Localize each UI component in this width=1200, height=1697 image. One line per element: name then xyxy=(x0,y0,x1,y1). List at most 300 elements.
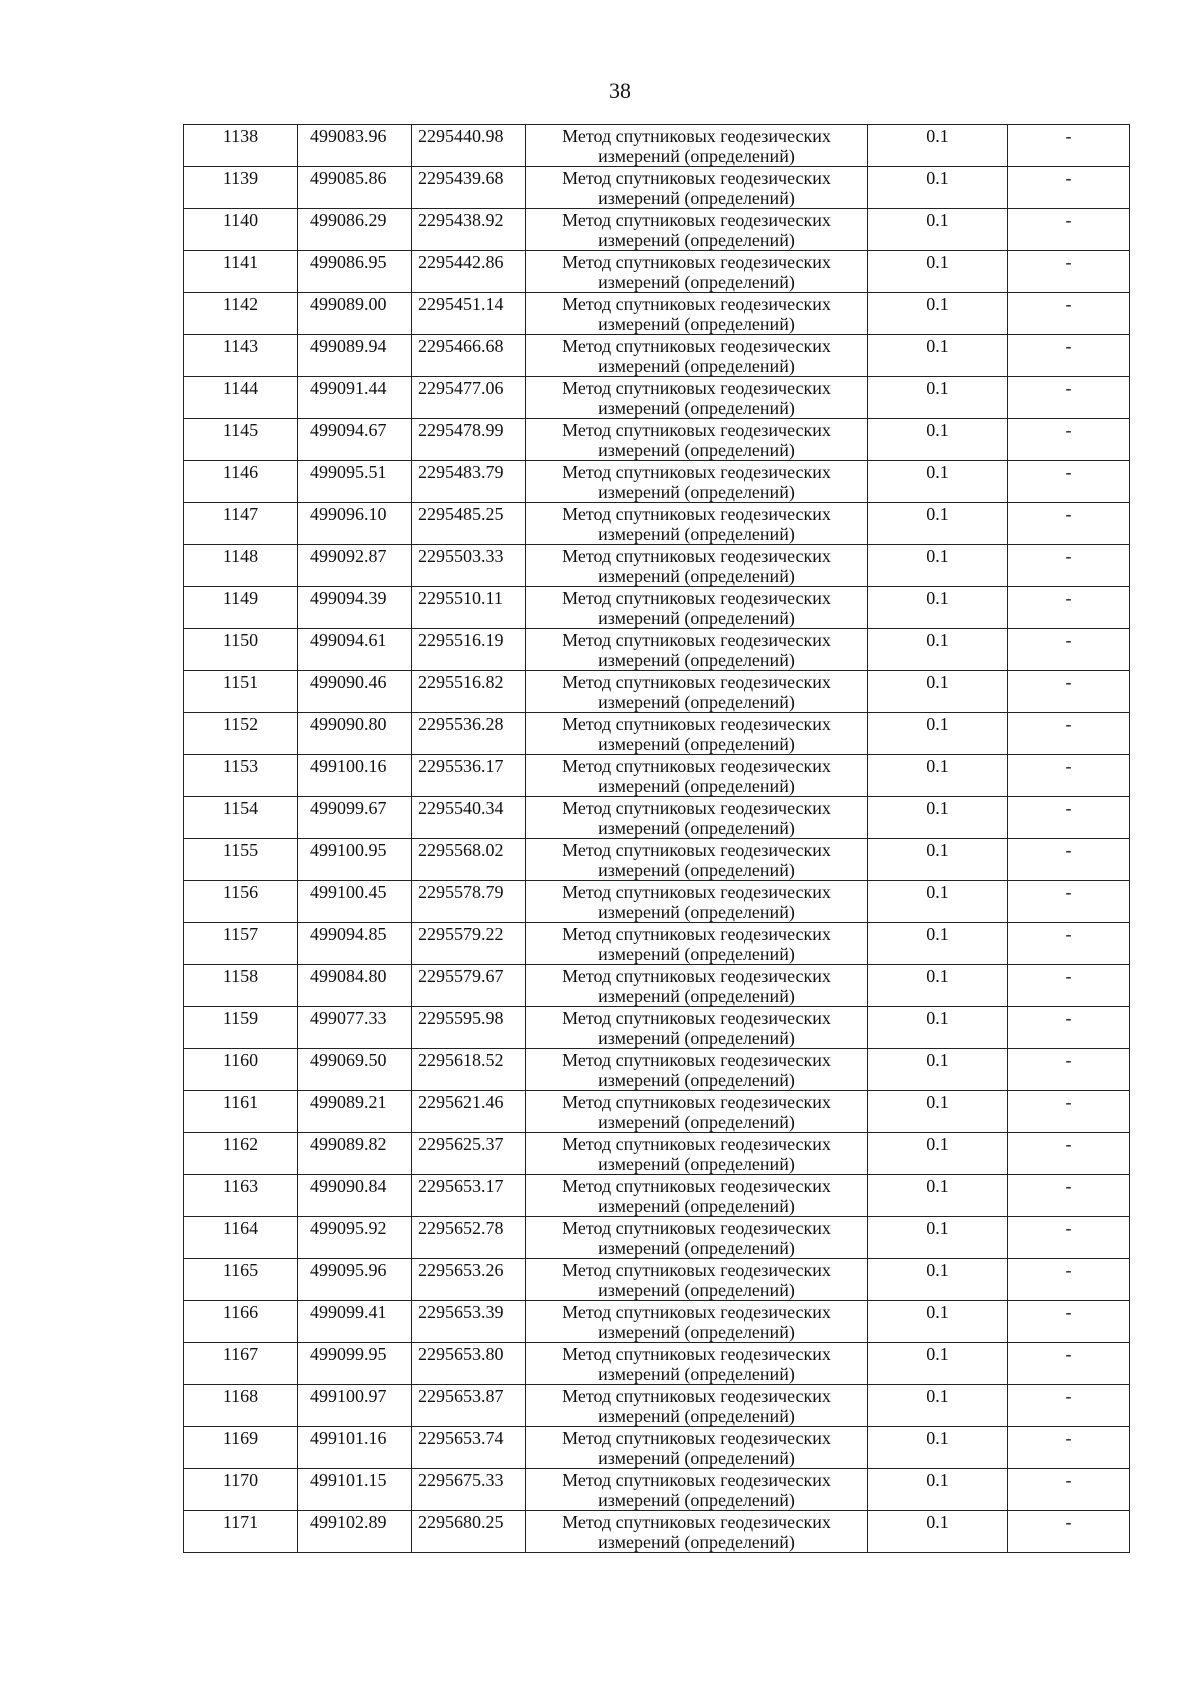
note-cell: - xyxy=(1008,1427,1130,1469)
method-line-1: Метод спутниковых геодезических xyxy=(562,1134,831,1154)
table-row xyxy=(184,209,1130,251)
table-row xyxy=(184,1427,1130,1469)
table-row xyxy=(184,1469,1130,1511)
method-line-2: измерений (определений) xyxy=(598,1322,795,1342)
x-coordinate-cell: 499094.61 xyxy=(298,629,412,671)
method-cell xyxy=(526,629,868,671)
method-line-1: Метод спутниковых геодезических xyxy=(562,924,831,944)
x-coordinate-cell: 499091.44 xyxy=(298,377,412,419)
method-cell xyxy=(526,293,868,335)
point-number-cell: 1168 xyxy=(184,1385,298,1427)
point-number-cell: 1170 xyxy=(184,1469,298,1511)
x-coordinate-cell: 499101.15 xyxy=(298,1469,412,1511)
note-cell: - xyxy=(1008,1343,1130,1385)
point-number-cell: 1147 xyxy=(184,503,298,545)
method-line-2: измерений (определений) xyxy=(598,986,795,1006)
method-line-1: Метод спутниковых геодезических xyxy=(562,1176,831,1196)
method-cell xyxy=(526,1049,868,1091)
method-cell xyxy=(526,755,868,797)
accuracy-cell: 0.1 xyxy=(868,1007,1008,1049)
note-cell: - xyxy=(1008,209,1130,251)
method-line-1: Метод спутниковых геодезических xyxy=(562,336,831,356)
method-line-1: Метод спутниковых геодезических xyxy=(562,1386,831,1406)
x-coordinate-cell: 499100.16 xyxy=(298,755,412,797)
x-coordinate-cell: 499095.51 xyxy=(298,461,412,503)
y-coordinate-cell: 2295483.79 xyxy=(412,461,526,503)
table-row xyxy=(184,1301,1130,1343)
method-line-1: Метод спутниковых геодезических xyxy=(562,840,831,860)
note-cell: - xyxy=(1008,839,1130,881)
y-coordinate-cell: 2295579.67 xyxy=(412,965,526,1007)
method-line-1: Метод спутниковых геодезических xyxy=(562,588,831,608)
x-coordinate-cell: 499090.84 xyxy=(298,1175,412,1217)
method-line-1: Метод спутниковых геодезических xyxy=(562,420,831,440)
accuracy-cell: 0.1 xyxy=(868,671,1008,713)
method-line-2: измерений (определений) xyxy=(598,860,795,880)
table-row xyxy=(184,1511,1130,1553)
accuracy-cell: 0.1 xyxy=(868,545,1008,587)
method-line-2: измерений (определений) xyxy=(598,1112,795,1132)
y-coordinate-cell: 2295653.80 xyxy=(412,1343,526,1385)
x-coordinate-cell: 499095.96 xyxy=(298,1259,412,1301)
method-cell xyxy=(526,1007,868,1049)
x-coordinate-cell: 499101.16 xyxy=(298,1427,412,1469)
method-line-1: Метод спутниковых геодезических xyxy=(562,798,831,818)
table-row xyxy=(184,713,1130,755)
note-cell: - xyxy=(1008,335,1130,377)
method-line-1: Метод спутниковых геодезических xyxy=(562,672,831,692)
method-line-1: Метод спутниковых геодезических xyxy=(562,1260,831,1280)
accuracy-cell: 0.1 xyxy=(868,1301,1008,1343)
method-line-2: измерений (определений) xyxy=(598,1028,795,1048)
accuracy-cell: 0.1 xyxy=(868,1427,1008,1469)
method-cell xyxy=(526,1343,868,1385)
x-coordinate-cell: 499077.33 xyxy=(298,1007,412,1049)
x-coordinate-cell: 499095.92 xyxy=(298,1217,412,1259)
method-line-2: измерений (определений) xyxy=(598,1364,795,1384)
accuracy-cell: 0.1 xyxy=(868,1175,1008,1217)
point-number-cell: 1140 xyxy=(184,209,298,251)
table-row xyxy=(184,755,1130,797)
method-cell xyxy=(526,1133,868,1175)
point-number-cell: 1157 xyxy=(184,923,298,965)
x-coordinate-cell: 499099.41 xyxy=(298,1301,412,1343)
accuracy-cell: 0.1 xyxy=(868,1259,1008,1301)
accuracy-cell: 0.1 xyxy=(868,713,1008,755)
y-coordinate-cell: 2295510.11 xyxy=(412,587,526,629)
y-coordinate-cell: 2295579.22 xyxy=(412,923,526,965)
method-line-2: измерений (определений) xyxy=(598,902,795,922)
point-number-cell: 1169 xyxy=(184,1427,298,1469)
note-cell: - xyxy=(1008,587,1130,629)
method-line-1: Метод спутниковых геодезических xyxy=(562,252,831,272)
method-line-1: Метод спутниковых геодезических xyxy=(562,504,831,524)
accuracy-cell: 0.1 xyxy=(868,923,1008,965)
accuracy-cell: 0.1 xyxy=(868,1049,1008,1091)
method-line-2: измерений (определений) xyxy=(598,776,795,796)
method-line-2: измерений (определений) xyxy=(598,1070,795,1090)
method-line-1: Метод спутниковых геодезических xyxy=(562,882,831,902)
method-line-1: Метод спутниковых геодезических xyxy=(562,378,831,398)
method-line-1: Метод спутниковых геодезических xyxy=(562,756,831,776)
x-coordinate-cell: 499100.45 xyxy=(298,881,412,923)
accuracy-cell: 0.1 xyxy=(868,1133,1008,1175)
y-coordinate-cell: 2295503.33 xyxy=(412,545,526,587)
y-coordinate-cell: 2295536.17 xyxy=(412,755,526,797)
note-cell: - xyxy=(1008,1385,1130,1427)
method-cell xyxy=(526,125,868,167)
method-line-1: Метод спутниковых геодезических xyxy=(562,1302,831,1322)
y-coordinate-cell: 2295440.98 xyxy=(412,125,526,167)
x-coordinate-cell: 499094.85 xyxy=(298,923,412,965)
method-cell xyxy=(526,503,868,545)
method-line-1: Метод спутниковых геодезических xyxy=(562,294,831,314)
y-coordinate-cell: 2295466.68 xyxy=(412,335,526,377)
table-row xyxy=(184,125,1130,167)
table-row xyxy=(184,923,1130,965)
x-coordinate-cell: 499086.95 xyxy=(298,251,412,293)
x-coordinate-cell: 499094.39 xyxy=(298,587,412,629)
note-cell: - xyxy=(1008,671,1130,713)
table-row xyxy=(184,1343,1130,1385)
y-coordinate-cell: 2295568.02 xyxy=(412,839,526,881)
method-cell xyxy=(526,587,868,629)
point-number-cell: 1139 xyxy=(184,167,298,209)
method-cell xyxy=(526,965,868,1007)
table-row xyxy=(184,965,1130,1007)
method-line-2: измерений (определений) xyxy=(598,944,795,964)
method-line-1: Метод спутниковых геодезических xyxy=(562,1218,831,1238)
method-line-1: Метод спутниковых геодезических xyxy=(562,1344,831,1364)
accuracy-cell: 0.1 xyxy=(868,1091,1008,1133)
accuracy-cell: 0.1 xyxy=(868,377,1008,419)
x-coordinate-cell: 499102.89 xyxy=(298,1511,412,1553)
method-line-2: измерений (определений) xyxy=(598,734,795,754)
note-cell: - xyxy=(1008,125,1130,167)
note-cell: - xyxy=(1008,419,1130,461)
x-coordinate-cell: 499096.10 xyxy=(298,503,412,545)
point-number-cell: 1153 xyxy=(184,755,298,797)
note-cell: - xyxy=(1008,251,1130,293)
point-number-cell: 1163 xyxy=(184,1175,298,1217)
method-cell xyxy=(526,797,868,839)
accuracy-cell: 0.1 xyxy=(868,797,1008,839)
note-cell: - xyxy=(1008,629,1130,671)
table-row xyxy=(184,419,1130,461)
method-line-2: измерений (определений) xyxy=(598,818,795,838)
y-coordinate-cell: 2295595.98 xyxy=(412,1007,526,1049)
note-cell: - xyxy=(1008,881,1130,923)
x-coordinate-cell: 499099.67 xyxy=(298,797,412,839)
x-coordinate-cell: 499089.94 xyxy=(298,335,412,377)
method-cell xyxy=(526,881,868,923)
method-cell xyxy=(526,419,868,461)
table-row xyxy=(184,461,1130,503)
method-line-2: измерений (определений) xyxy=(598,1532,795,1552)
method-line-1: Метод спутниковых геодезических xyxy=(562,126,831,146)
method-line-2: измерений (определений) xyxy=(598,314,795,334)
y-coordinate-cell: 2295477.06 xyxy=(412,377,526,419)
method-line-2: измерений (определений) xyxy=(598,692,795,712)
point-number-cell: 1150 xyxy=(184,629,298,671)
table-row xyxy=(184,797,1130,839)
accuracy-cell: 0.1 xyxy=(868,1343,1008,1385)
method-cell xyxy=(526,713,868,755)
method-line-1: Метод спутниковых геодезических xyxy=(562,1008,831,1028)
point-number-cell: 1167 xyxy=(184,1343,298,1385)
table-row xyxy=(184,1259,1130,1301)
y-coordinate-cell: 2295516.19 xyxy=(412,629,526,671)
method-cell xyxy=(526,1511,868,1553)
method-line-1: Метод спутниковых геодезических xyxy=(562,546,831,566)
method-line-2: измерений (определений) xyxy=(598,1196,795,1216)
y-coordinate-cell: 2295653.74 xyxy=(412,1427,526,1469)
x-coordinate-cell: 499083.96 xyxy=(298,125,412,167)
coordinates-table xyxy=(183,124,1130,1553)
point-number-cell: 1155 xyxy=(184,839,298,881)
table-row xyxy=(184,1007,1130,1049)
table-row xyxy=(184,1217,1130,1259)
point-number-cell: 1149 xyxy=(184,587,298,629)
accuracy-cell: 0.1 xyxy=(868,629,1008,671)
method-line-2: измерений (определений) xyxy=(598,356,795,376)
method-cell xyxy=(526,251,868,293)
y-coordinate-cell: 2295438.92 xyxy=(412,209,526,251)
table-row xyxy=(184,335,1130,377)
point-number-cell: 1141 xyxy=(184,251,298,293)
note-cell: - xyxy=(1008,1049,1130,1091)
method-line-1: Метод спутниковых геодезических xyxy=(562,966,831,986)
method-cell xyxy=(526,377,868,419)
method-cell xyxy=(526,461,868,503)
note-cell: - xyxy=(1008,461,1130,503)
accuracy-cell: 0.1 xyxy=(868,965,1008,1007)
coordinates-table-body xyxy=(184,125,1130,1553)
table-row xyxy=(184,1091,1130,1133)
method-cell xyxy=(526,1469,868,1511)
method-line-2: измерений (определений) xyxy=(598,1448,795,1468)
method-line-2: измерений (определений) xyxy=(598,146,795,166)
method-line-2: измерений (определений) xyxy=(598,1280,795,1300)
point-number-cell: 1156 xyxy=(184,881,298,923)
note-cell: - xyxy=(1008,1133,1130,1175)
method-cell xyxy=(526,1427,868,1469)
y-coordinate-cell: 2295451.14 xyxy=(412,293,526,335)
y-coordinate-cell: 2295516.82 xyxy=(412,671,526,713)
x-coordinate-cell: 499100.95 xyxy=(298,839,412,881)
y-coordinate-cell: 2295578.79 xyxy=(412,881,526,923)
point-number-cell: 1154 xyxy=(184,797,298,839)
x-coordinate-cell: 499085.86 xyxy=(298,167,412,209)
accuracy-cell: 0.1 xyxy=(868,461,1008,503)
method-cell xyxy=(526,209,868,251)
page-number: 38 xyxy=(609,78,631,103)
point-number-cell: 1138 xyxy=(184,125,298,167)
method-line-2: измерений (определений) xyxy=(598,1238,795,1258)
method-line-2: измерений (определений) xyxy=(598,272,795,292)
x-coordinate-cell: 499089.82 xyxy=(298,1133,412,1175)
y-coordinate-cell: 2295653.87 xyxy=(412,1385,526,1427)
table-row xyxy=(184,587,1130,629)
y-coordinate-cell: 2295478.99 xyxy=(412,419,526,461)
method-line-1: Метод спутниковых геодезических xyxy=(562,1092,831,1112)
method-cell xyxy=(526,1175,868,1217)
method-line-2: измерений (определений) xyxy=(598,524,795,544)
point-number-cell: 1159 xyxy=(184,1007,298,1049)
x-coordinate-cell: 499090.80 xyxy=(298,713,412,755)
x-coordinate-cell: 499089.21 xyxy=(298,1091,412,1133)
point-number-cell: 1152 xyxy=(184,713,298,755)
accuracy-cell: 0.1 xyxy=(868,125,1008,167)
method-line-2: измерений (определений) xyxy=(598,608,795,628)
accuracy-cell: 0.1 xyxy=(868,503,1008,545)
note-cell: - xyxy=(1008,1511,1130,1553)
accuracy-cell: 0.1 xyxy=(868,419,1008,461)
x-coordinate-cell: 499086.29 xyxy=(298,209,412,251)
note-cell: - xyxy=(1008,755,1130,797)
method-cell xyxy=(526,1091,868,1133)
method-line-2: измерений (определений) xyxy=(598,1406,795,1426)
y-coordinate-cell: 2295625.37 xyxy=(412,1133,526,1175)
point-number-cell: 1160 xyxy=(184,1049,298,1091)
note-cell: - xyxy=(1008,377,1130,419)
note-cell: - xyxy=(1008,503,1130,545)
method-cell xyxy=(526,1217,868,1259)
y-coordinate-cell: 2295621.46 xyxy=(412,1091,526,1133)
accuracy-cell: 0.1 xyxy=(868,293,1008,335)
method-line-1: Метод спутниковых геодезических xyxy=(562,1512,831,1532)
method-line-1: Метод спутниковых геодезических xyxy=(562,1428,831,1448)
point-number-cell: 1161 xyxy=(184,1091,298,1133)
accuracy-cell: 0.1 xyxy=(868,209,1008,251)
table-row xyxy=(184,881,1130,923)
table-row xyxy=(184,629,1130,671)
point-number-cell: 1148 xyxy=(184,545,298,587)
note-cell: - xyxy=(1008,797,1130,839)
y-coordinate-cell: 2295680.25 xyxy=(412,1511,526,1553)
method-cell xyxy=(526,839,868,881)
accuracy-cell: 0.1 xyxy=(868,1217,1008,1259)
method-line-1: Метод спутниковых геодезических xyxy=(562,714,831,734)
method-line-2: измерений (определений) xyxy=(598,650,795,670)
note-cell: - xyxy=(1008,1175,1130,1217)
y-coordinate-cell: 2295653.39 xyxy=(412,1301,526,1343)
accuracy-cell: 0.1 xyxy=(868,755,1008,797)
point-number-cell: 1142 xyxy=(184,293,298,335)
method-line-2: измерений (определений) xyxy=(598,482,795,502)
method-line-2: измерений (определений) xyxy=(598,398,795,418)
accuracy-cell: 0.1 xyxy=(868,881,1008,923)
table-row xyxy=(184,503,1130,545)
table-row xyxy=(184,545,1130,587)
method-cell xyxy=(526,671,868,713)
table-row xyxy=(184,671,1130,713)
accuracy-cell: 0.1 xyxy=(868,1385,1008,1427)
y-coordinate-cell: 2295618.52 xyxy=(412,1049,526,1091)
table-row xyxy=(184,1175,1130,1217)
method-line-1: Метод спутниковых геодезических xyxy=(562,210,831,230)
point-number-cell: 1164 xyxy=(184,1217,298,1259)
accuracy-cell: 0.1 xyxy=(868,1511,1008,1553)
method-cell xyxy=(526,167,868,209)
point-number-cell: 1151 xyxy=(184,671,298,713)
point-number-cell: 1165 xyxy=(184,1259,298,1301)
point-number-cell: 1143 xyxy=(184,335,298,377)
accuracy-cell: 0.1 xyxy=(868,587,1008,629)
method-line-2: измерений (определений) xyxy=(598,1490,795,1510)
x-coordinate-cell: 499100.97 xyxy=(298,1385,412,1427)
method-line-1: Метод спутниковых геодезических xyxy=(562,168,831,188)
note-cell: - xyxy=(1008,1007,1130,1049)
x-coordinate-cell: 499090.46 xyxy=(298,671,412,713)
accuracy-cell: 0.1 xyxy=(868,1469,1008,1511)
note-cell: - xyxy=(1008,713,1130,755)
point-number-cell: 1145 xyxy=(184,419,298,461)
table-row xyxy=(184,1133,1130,1175)
note-cell: - xyxy=(1008,545,1130,587)
x-coordinate-cell: 499094.67 xyxy=(298,419,412,461)
y-coordinate-cell: 2295536.28 xyxy=(412,713,526,755)
method-line-1: Метод спутниковых геодезических xyxy=(562,1470,831,1490)
method-line-2: измерений (определений) xyxy=(598,566,795,586)
table-row xyxy=(184,839,1130,881)
y-coordinate-cell: 2295442.86 xyxy=(412,251,526,293)
method-cell xyxy=(526,545,868,587)
note-cell: - xyxy=(1008,1469,1130,1511)
method-cell xyxy=(526,335,868,377)
method-line-1: Метод спутниковых геодезических xyxy=(562,1050,831,1070)
method-line-2: измерений (определений) xyxy=(598,188,795,208)
table-row xyxy=(184,377,1130,419)
accuracy-cell: 0.1 xyxy=(868,251,1008,293)
point-number-cell: 1162 xyxy=(184,1133,298,1175)
accuracy-cell: 0.1 xyxy=(868,335,1008,377)
x-coordinate-cell: 499089.00 xyxy=(298,293,412,335)
y-coordinate-cell: 2295485.25 xyxy=(412,503,526,545)
x-coordinate-cell: 499092.87 xyxy=(298,545,412,587)
note-cell: - xyxy=(1008,1091,1130,1133)
y-coordinate-cell: 2295439.68 xyxy=(412,167,526,209)
table-row xyxy=(184,1049,1130,1091)
y-coordinate-cell: 2295652.78 xyxy=(412,1217,526,1259)
y-coordinate-cell: 2295540.34 xyxy=(412,797,526,839)
note-cell: - xyxy=(1008,923,1130,965)
y-coordinate-cell: 2295653.26 xyxy=(412,1259,526,1301)
x-coordinate-cell: 499084.80 xyxy=(298,965,412,1007)
method-line-1: Метод спутниковых геодезических xyxy=(562,462,831,482)
method-line-1: Метод спутниковых геодезических xyxy=(562,630,831,650)
table-row xyxy=(184,293,1130,335)
point-number-cell: 1171 xyxy=(184,1511,298,1553)
point-number-cell: 1146 xyxy=(184,461,298,503)
table-row xyxy=(184,1385,1130,1427)
note-cell: - xyxy=(1008,1259,1130,1301)
x-coordinate-cell: 499069.50 xyxy=(298,1049,412,1091)
note-cell: - xyxy=(1008,1301,1130,1343)
table-row xyxy=(184,251,1130,293)
note-cell: - xyxy=(1008,293,1130,335)
method-cell xyxy=(526,923,868,965)
x-coordinate-cell: 499099.95 xyxy=(298,1343,412,1385)
accuracy-cell: 0.1 xyxy=(868,839,1008,881)
note-cell: - xyxy=(1008,167,1130,209)
method-cell xyxy=(526,1385,868,1427)
note-cell: - xyxy=(1008,1217,1130,1259)
method-line-2: измерений (определений) xyxy=(598,1154,795,1174)
point-number-cell: 1166 xyxy=(184,1301,298,1343)
y-coordinate-cell: 2295675.33 xyxy=(412,1469,526,1511)
method-line-2: измерений (определений) xyxy=(598,230,795,250)
